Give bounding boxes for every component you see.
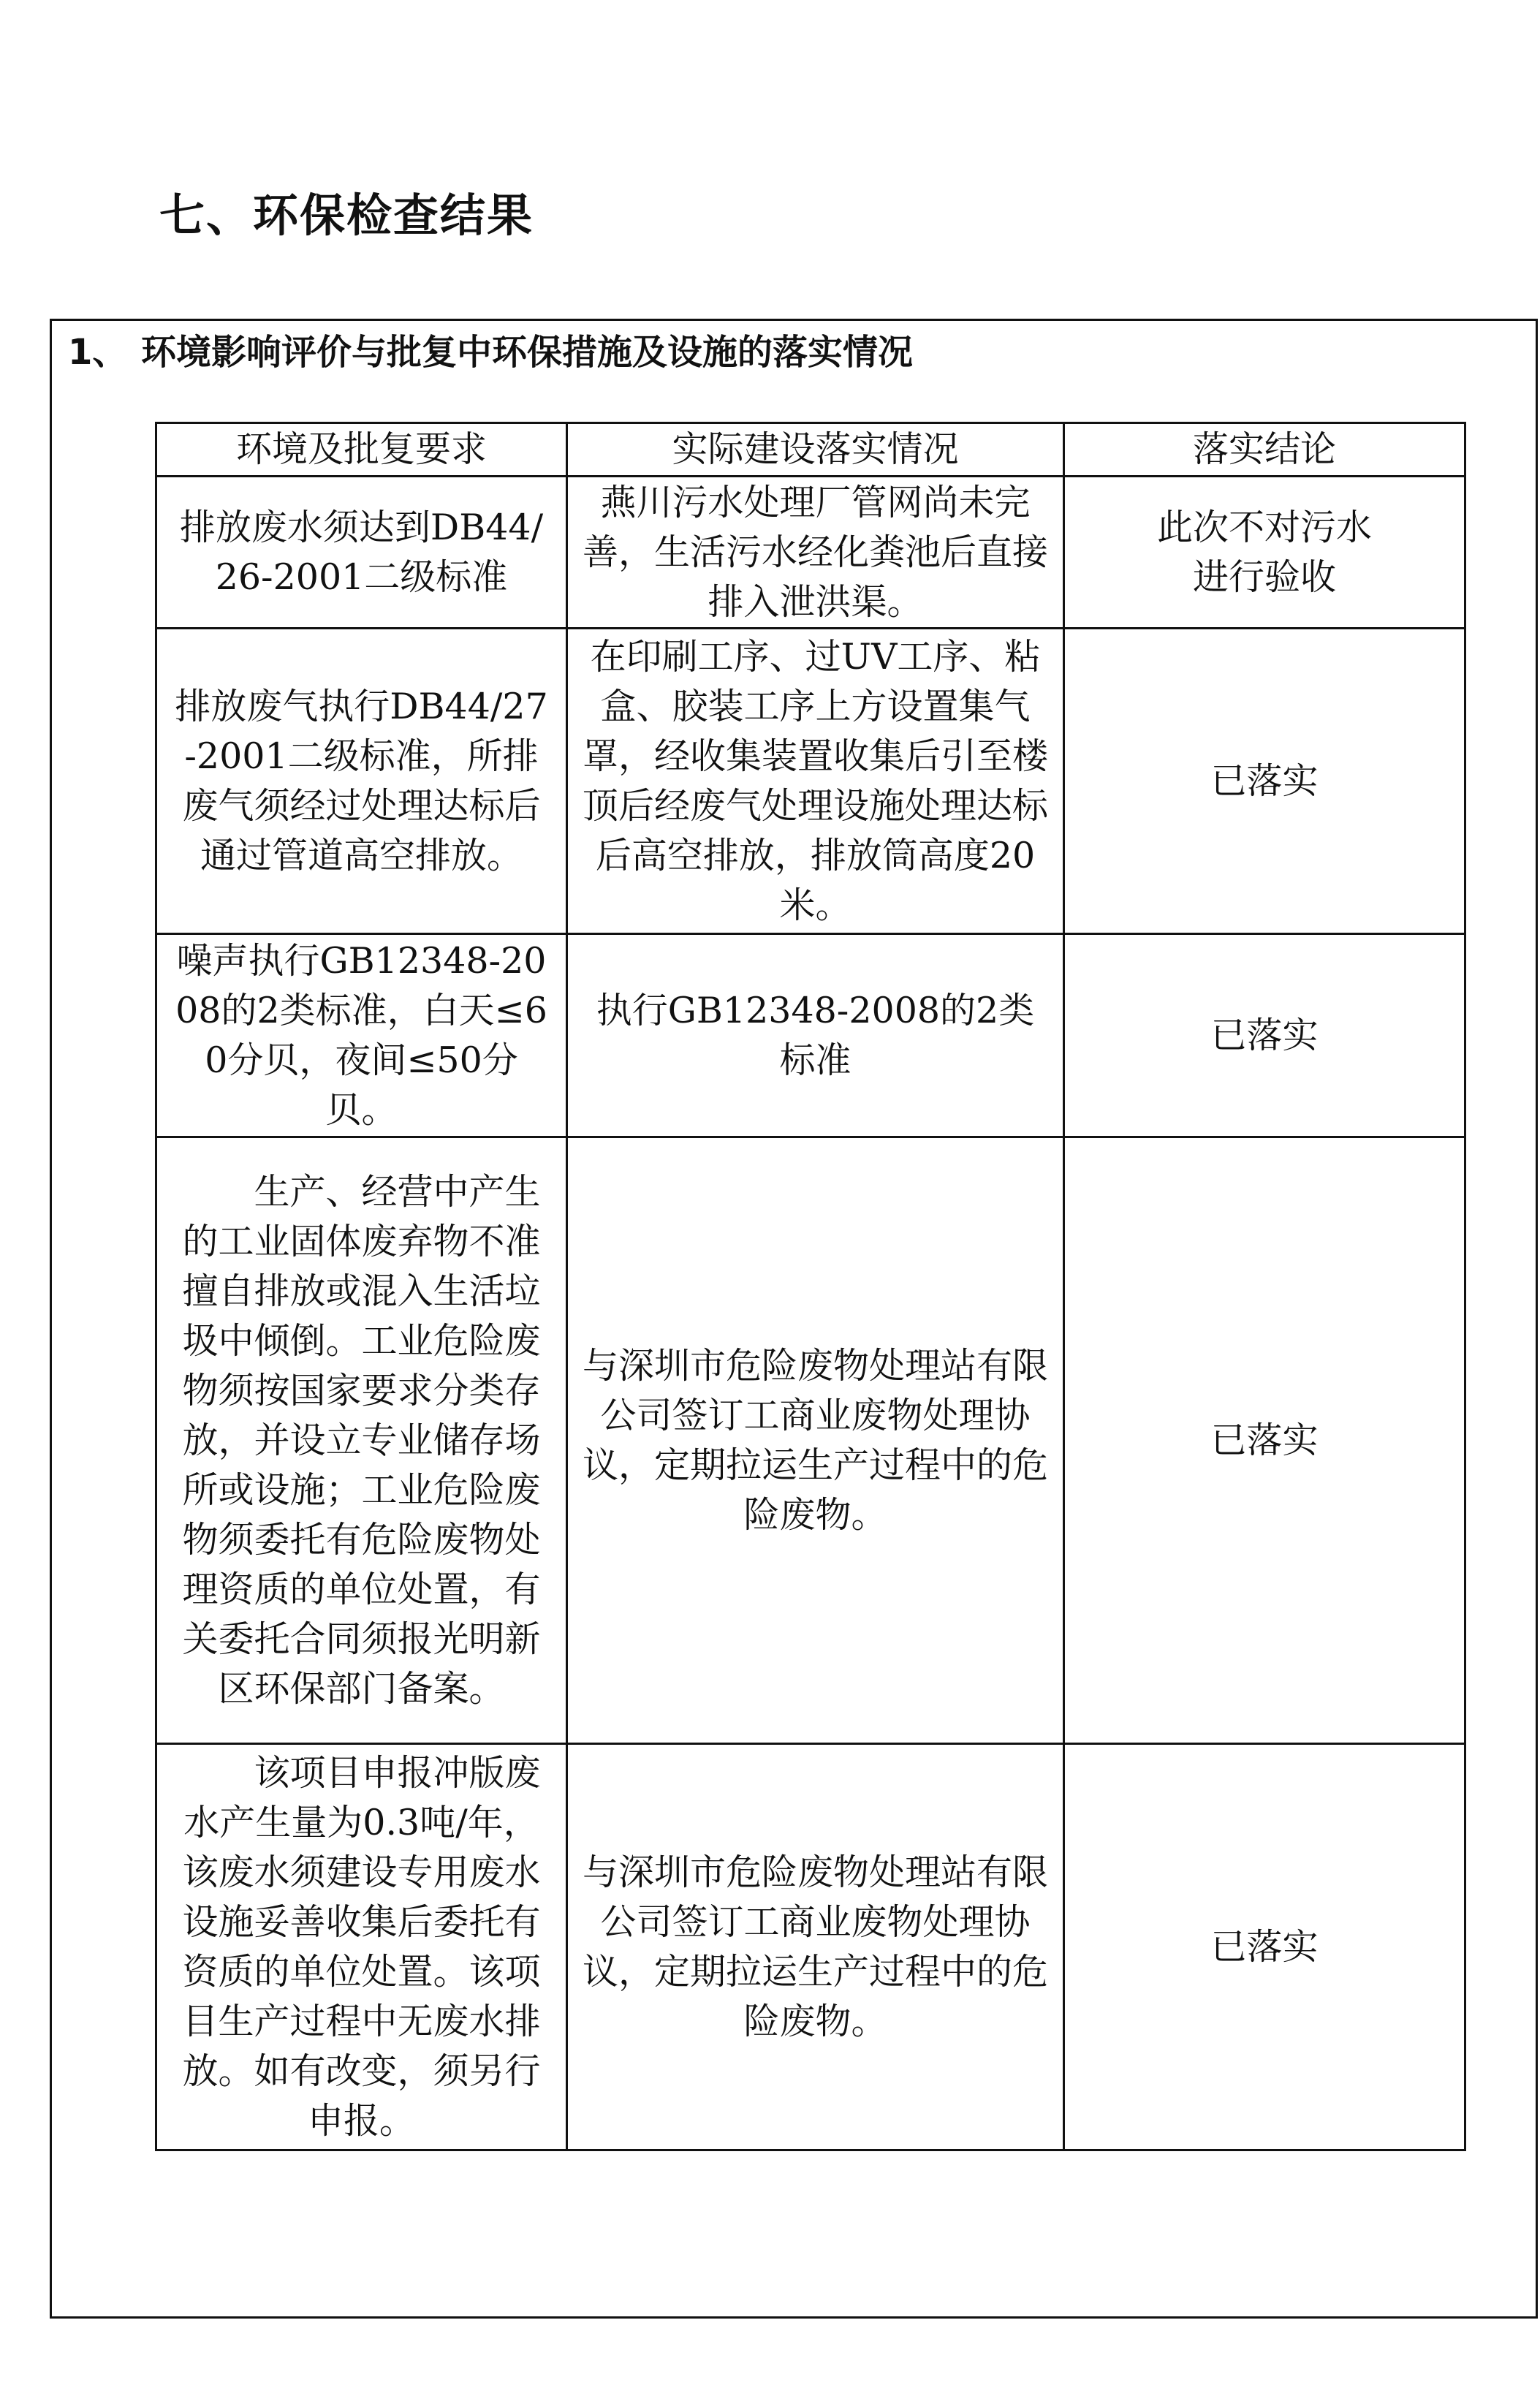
requirement-cell: 该项目申报冲版废水产生量为0.3吨/年，该废水须建设专用废水设施妥善收集后委托有资质的单位处置。该项目生产过程中无废水排放。如有改变，须另行申报。 [156, 1744, 567, 2150]
table-row [156, 1744, 1465, 2150]
table-row [156, 629, 1465, 934]
table-row [156, 934, 1465, 1137]
section-title [68, 327, 913, 378]
conclusion-cell: 此次不对污水进行验收 [1064, 477, 1465, 629]
table-row [156, 1137, 1465, 1744]
requirement-cell: 噪声执行GB12348-2008的2类标准，白天≤60分贝，夜间≤50分贝。 [156, 934, 567, 1137]
conclusion-cell: 已落实 [1064, 1744, 1465, 2150]
conclusion-cell: 已落实 [1064, 629, 1465, 934]
implementation-cell: 在印刷工序、过UV工序、粘盒、胶装工序上方设置集气罩，经收集装置收集后引至楼顶后经废气处理设施处理达标后高空排放，排放筒高度20米。 [567, 629, 1064, 934]
implementation-cell: 燕川污水处理厂管网尚未完善，生活污水经化粪池后直接排入泄洪渠。 [567, 477, 1064, 629]
table-header-row [156, 423, 1465, 477]
header-requirement: 环境及批复要求 [156, 423, 567, 477]
section-number: 1、 [68, 332, 128, 373]
inspection-section-frame [50, 319, 1538, 2319]
section-title-text: 环境影响评价与批复中环保措施及设施的落实情况 [141, 332, 914, 373]
conclusion-cell: 已落实 [1064, 1137, 1465, 1744]
implementation-cell: 执行GB12348-2008的2类标准 [567, 934, 1064, 1137]
header-implementation: 实际建设落实情况 [567, 423, 1064, 477]
requirement-cell: 排放废气执行DB44/27-2001二级标准，所排废气须经过处理达标后通过管道高空排放。 [156, 629, 567, 934]
requirement-cell: 生产、经营中产生的工业固体废弃物不准擅自排放或混入生活垃圾中倾倒。工业危险废物须按国家要求分类存放，并设立专业储存场所或设施；工业危险废物须委托有危险废物处理资质的单位处置，有关委托合同须报光明新区环保部门备案。 [156, 1137, 567, 1744]
implementation-cell: 与深圳市危险废物处理站有限公司签订工商业废物处理协议，定期拉运生产过程中的危险废物。 [567, 1744, 1064, 2150]
implementation-cell: 与深圳市危险废物处理站有限公司签订工商业废物处理协议，定期拉运生产过程中的危险废物。 [567, 1137, 1064, 1744]
table-row [156, 477, 1465, 629]
header-conclusion: 落实结论 [1064, 423, 1465, 477]
conclusion-cell: 已落实 [1064, 934, 1465, 1137]
requirement-cell: 排放废水须达到DB44/26-2001二级标准 [156, 477, 567, 629]
requirements-table [155, 422, 1466, 2151]
page-title: 七、环保检查结果 [159, 189, 534, 242]
